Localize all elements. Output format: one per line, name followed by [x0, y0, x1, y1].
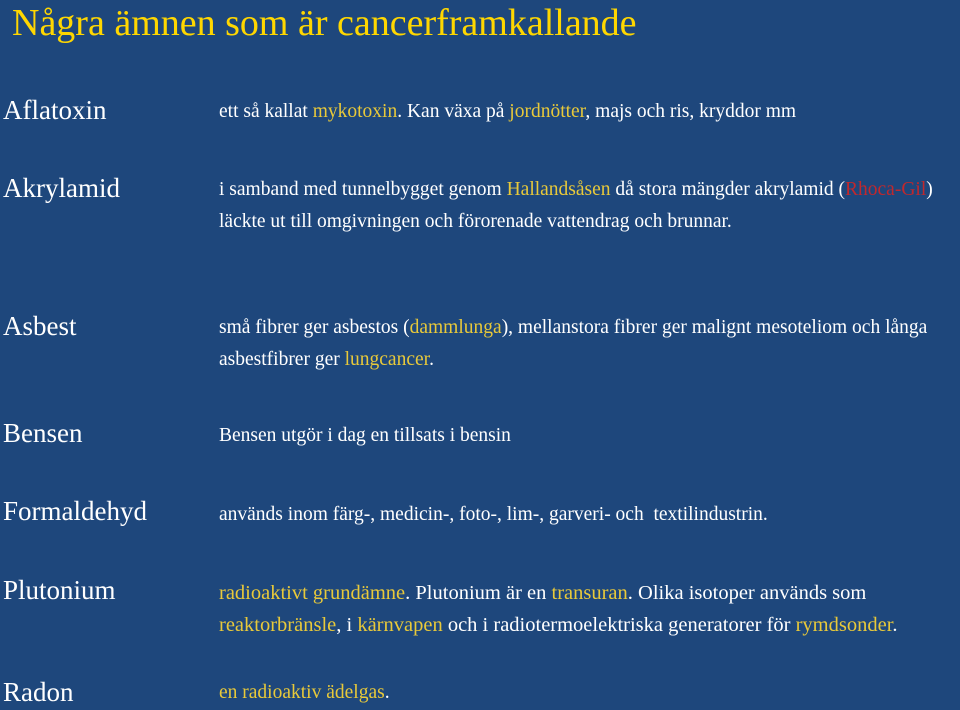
desc-text: . — [892, 614, 898, 636]
desc-text: . Plutonium är en — [405, 582, 552, 604]
link-radioaktiv-adelgas[interactable]: en radioaktiv ädelgas — [219, 682, 385, 703]
term-radon: Radon — [3, 677, 74, 707]
page-title: Några ämnen som är cancerframkallande — [12, 2, 637, 44]
desc-text: ) läckte ut till omgivningen och förorenade vattendrag och brunnar. — [219, 179, 933, 232]
desc-radon — [219, 677, 959, 709]
desc-text: , majs och ris, kryddor mm — [585, 101, 797, 122]
desc-text: och i radiotermoelektriska generatorer för — [442, 614, 796, 636]
desc-text: ett så kallat — [219, 101, 313, 122]
link-hallandsasen[interactable]: Hallandsåsen — [506, 179, 611, 200]
link-transuran[interactable]: transuran — [551, 582, 628, 604]
desc-plutonium — [219, 577, 959, 641]
term-bensen: Bensen — [3, 418, 83, 448]
link-radioaktivt-grundamne[interactable]: radioaktivt grundämne — [219, 582, 406, 604]
desc-text: i samband med tunnelbygget genom — [219, 179, 507, 200]
desc-formaldehyd — [219, 499, 959, 531]
desc-text: . Olika isotoper används som — [627, 582, 867, 604]
term-formaldehyd: Formaldehyd — [3, 496, 147, 526]
desc-text: då stora mängder akrylamid ( — [610, 179, 846, 200]
desc-bensen — [219, 420, 959, 452]
link-reaktorbransle[interactable]: reaktorbränsle — [219, 614, 337, 636]
link-karnvapen[interactable]: kärnvapen — [357, 614, 443, 636]
term-plutonium: Plutonium — [3, 575, 116, 605]
link-rhoca-gil[interactable]: Rhoca-Gil — [845, 179, 927, 200]
desc-akrylamid — [219, 174, 959, 238]
term-aflatoxin: Aflatoxin — [3, 95, 107, 125]
link-lungcancer[interactable]: lungcancer — [344, 349, 430, 370]
desc-text: , i — [336, 614, 358, 636]
term-asbest: Asbest — [3, 311, 77, 341]
link-dammlunga[interactable]: dammlunga — [409, 317, 502, 338]
desc-text: . Kan växa på — [397, 101, 510, 122]
term-akrylamid: Akrylamid — [3, 173, 120, 203]
desc-asbest — [219, 312, 959, 376]
desc-aflatoxin — [219, 96, 959, 128]
desc-text: . — [429, 349, 434, 370]
desc-text: små fibrer ger asbestos ( — [219, 317, 410, 338]
desc-text: . — [384, 682, 390, 703]
desc-text: används inom färg-, medicin-, foto-, lim-, garveri- och textilindustrin. — [219, 504, 768, 525]
desc-text: Bensen utgör i dag en tillsats i bensin — [219, 425, 511, 446]
desc-text: ), mellanstora fibrer ger malignt mesoteliom och långa asbestfibrer ger — [219, 317, 928, 370]
link-jordnotter[interactable]: jordnötter — [509, 101, 586, 122]
link-mykotoxin[interactable]: mykotoxin — [312, 101, 398, 122]
link-rymdsonder[interactable]: rymdsonder — [795, 614, 893, 636]
